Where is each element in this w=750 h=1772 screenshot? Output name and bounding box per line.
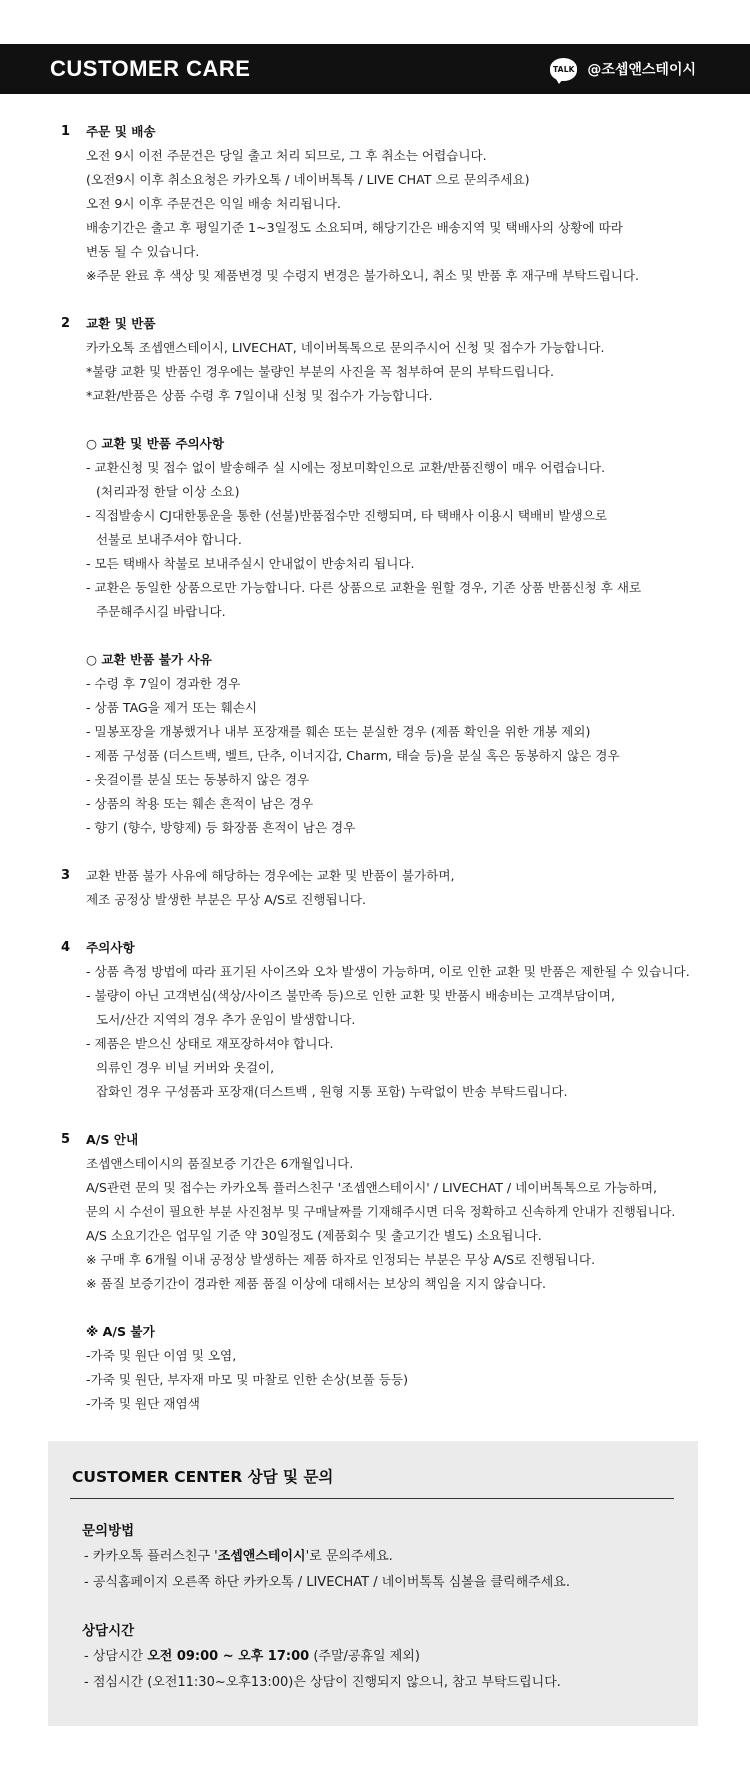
text-line: -가죽 및 원단 이염 및 오염,	[86, 1348, 237, 1363]
section-number: 4	[61, 940, 71, 955]
text-line: (오전9시 이후 취소요청은 카카오톡 / 네이버톡톡 / LIVE CHAT 으로 문의주세요)	[86, 172, 530, 187]
text-line: 잡화인 경우 구성품과 포장재(더스트백 , 원형 지통 포함) 누락없이 반송 부탁드립니다.	[96, 1084, 568, 1099]
section-title: A/S 안내	[86, 1132, 139, 1147]
text-line: -가죽 및 원단 재염색	[86, 1396, 200, 1411]
text-line: ※ 품질 보증기간이 경과한 제품 품질 이상에 대해서는 보상의 책임을 지지 않습니다.	[86, 1276, 547, 1291]
text-line: - 밀봉포장을 개봉했거나 내부 포장재를 훼손 또는 분실한 경우 (제품 확인을 위한 개봉 제외)	[86, 724, 591, 739]
customer-center-box	[48, 1441, 698, 1726]
hours-title: 상담시간	[82, 1623, 135, 1639]
inquiry-title: 문의방법	[82, 1523, 135, 1539]
divider	[70, 1498, 674, 1499]
subsection-title: ○ 교환 및 반품 주의사항	[86, 436, 225, 451]
page-title: CUSTOMER CARE	[50, 56, 251, 81]
text-line: - 제품 구성품 (더스트백, 벨트, 단추, 이너지갑, Charm, 태슬 등)을 분실 혹은 동봉하지 않은 경우	[86, 748, 620, 763]
text-line: 문의 시 수선이 필요한 부분 사진첨부 및 구매날짜를 기재해주시면 더욱 정확하고 신속하게 안내가 진행됩니다.	[86, 1205, 676, 1219]
text-line: 조셉앤스테이시의 품질보증 기간은 6개월입니다.	[86, 1156, 354, 1171]
text-line: - 옷걸이를 분실 또는 동봉하지 않은 경우	[86, 772, 310, 787]
inquiry-line: - 공식홈페이지 오른쪽 하단 카카오톡 / LIVECHAT / 네이버톡톡 심볼을 클릭해주세요.	[84, 1575, 570, 1590]
section-number: 3	[61, 868, 71, 883]
text-line: - 교환은 동일한 상품으로만 가능합니다. 다른 상품으로 교환을 원할 경우, 기존 상품 반품신청 후 새로	[86, 580, 642, 595]
text-line: - 교환신청 및 접수 없이 발송해주 실 시에는 정보미확인으로 교환/반품진행이 매우 어렵습니다.	[86, 460, 606, 475]
text-line: - 모든 택배사 착불로 보내주실시 안내없이 반송처리 됩니다.	[86, 556, 415, 571]
text-line: (처리과정 한달 이상 소요)	[96, 484, 240, 499]
subsection-title: ※ A/S 불가	[86, 1324, 155, 1339]
section-title: 주문 및 배송	[86, 124, 156, 139]
header-bar	[0, 44, 750, 94]
text-line: - 직접발송시 CJ대한통운을 통한 (선불)반품접수만 진행되며, 타 택배사 이용시 택배비 발생으로	[86, 508, 608, 523]
text-line: *교환/반품은 상품 수령 후 7일이내 신청 및 접수가 가능합니다.	[86, 388, 433, 403]
text-line: 주문해주시길 바랍니다.	[96, 604, 226, 619]
text-line: - 수령 후 7일이 경과한 경우	[86, 676, 241, 691]
text-line: - 상품의 착용 또는 훼손 흔적이 남은 경우	[86, 796, 314, 811]
text-line: ※ 구매 후 6개월 이내 공정상 발생하는 제품 하자로 인정되는 부분은 무상 A/S로 진행됩니다.	[86, 1252, 596, 1267]
text-line: 오전 9시 이전 주문건은 당일 출고 처리 되므로, 그 후 취소는 어렵습니다.	[86, 148, 487, 163]
text-line: 변동 될 수 있습니다.	[86, 244, 200, 259]
text-line: - 상품 측정 방법에 따라 표기된 사이즈와 오차 발생이 가능하며, 이로 인한 교환 및 반품은 제한될 수 있습니다.	[86, 964, 690, 979]
hours-line: - 점심시간 (오전11:30~오후13:00)은 상담이 진행되지 않으니, 참고 부탁드립니다.	[84, 1675, 561, 1690]
text-line: - 제품은 받으신 상태로 재포장하셔야 합니다.	[86, 1036, 334, 1051]
text-line: *불량 교환 및 반품인 경우에는 불량인 부분의 사진을 꼭 첨부하여 문의 부탁드립니다.	[86, 364, 554, 379]
text-line: -가죽 및 원단, 부자재 마모 및 마찰로 인한 손상(보풀 등등)	[86, 1372, 409, 1387]
kakao-handle[interactable]: @조셉앤스테이시	[587, 62, 696, 78]
business-hours: 오전 09:00 ~ 오후 17:00	[147, 1649, 310, 1664]
subsection-title: ○ 교환 반품 불가 사유	[86, 652, 212, 667]
kakao-talk-icon: TALK	[550, 58, 577, 81]
text-line: 선불로 보내주셔야 합니다.	[96, 532, 242, 547]
text-line: ※주문 완료 후 색상 및 제품변경 및 수령지 변경은 불가하오니, 취소 및 반품 후 재구매 부탁드립니다.	[86, 268, 640, 283]
text-line: 제조 공정상 발생한 부분은 무상 A/S로 진행됩니다.	[86, 892, 367, 907]
brand-name: 조셉앤스테이시	[217, 1549, 306, 1564]
text-line: 오전 9시 이후 주문건은 익일 배송 처리됩니다.	[86, 196, 342, 211]
text-line: 도서/산간 지역의 경우 추가 운임이 발생합니다.	[96, 1012, 356, 1027]
customer-center-title: CUSTOMER CENTER 상담 및 문의	[72, 1468, 334, 1486]
text-line: - 불량이 아닌 고객변심(색상/사이즈 불만족 등)으로 인한 교환 및 반품시 배송비는 고객부담이며,	[86, 988, 615, 1003]
section-title: 주의사항	[86, 940, 135, 955]
section-number: 1	[61, 124, 71, 139]
hours-line: - 상담시간 오전 09:00 ~ 오후 17:00 (주말/공휴일 제외)	[84, 1649, 420, 1664]
text-line: A/S관련 문의 및 접수는 카카오톡 플러스친구 '조셉앤스테이시' / LIVECHAT / 네이버톡톡으로 가능하며,	[86, 1180, 657, 1195]
text-line: 배송기간은 출고 후 평일기준 1~3일정도 소요되며, 해당기간은 배송지역 및 택배사의 상황에 따라	[86, 220, 623, 235]
text-line: 의류인 경우 비닐 커버와 옷걸이,	[96, 1060, 275, 1075]
inquiry-line: - 카카오톡 플러스친구 '조셉앤스테이시'로 문의주세요.	[84, 1549, 393, 1564]
kakao-channel-link[interactable]	[550, 44, 696, 94]
text-line: 카카오톡 조셉앤스테이시, LIVECHAT, 네이버톡톡으로 문의주시어 신청 및 접수가 가능합니다.	[86, 340, 605, 355]
section-title: 교환 및 반품	[86, 316, 156, 331]
text-line: 교환 반품 불가 사유에 해당하는 경우에는 교환 및 반품이 불가하며,	[86, 868, 455, 883]
section-number: 2	[61, 316, 71, 331]
text-line: A/S 소요기간은 업무일 기준 약 30일정도 (제품회수 및 출고기간 별도) 소요됩니다.	[86, 1228, 542, 1243]
text-line: - 향기 (향수, 방향제) 등 화장품 흔적이 남은 경우	[86, 820, 356, 835]
text-line: - 상품 TAG을 제거 또는 훼손시	[86, 700, 258, 715]
section-number: 5	[61, 1132, 71, 1147]
